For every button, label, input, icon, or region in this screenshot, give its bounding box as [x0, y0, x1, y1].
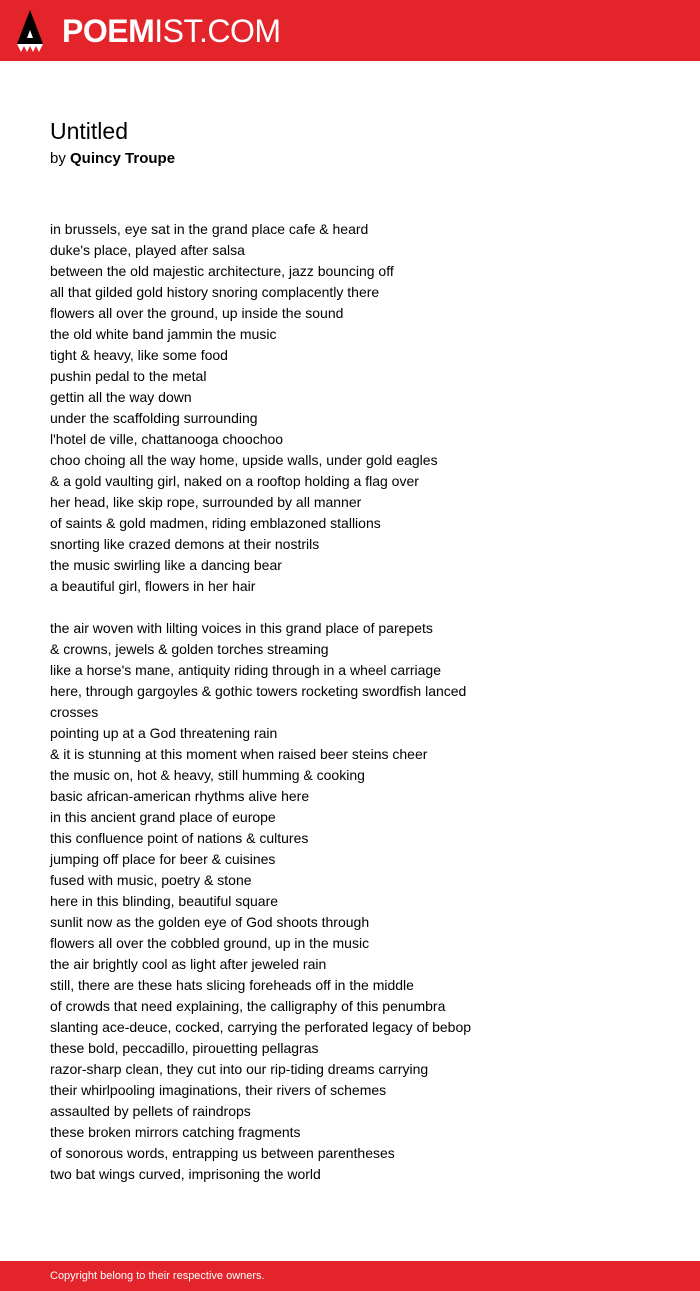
pen-nib-icon[interactable] — [17, 10, 43, 52]
poem-line: the air brightly cool as light after jeweled rain — [50, 956, 327, 972]
poem-line: pushin pedal to the metal — [50, 368, 207, 384]
poem-line: still, there are these hats slicing foreheads off in the middle — [50, 977, 414, 993]
poem-stanza — [50, 618, 650, 1185]
poem-line: snorting like crazed demons at their nostrils — [50, 536, 320, 552]
author-name: Quincy Troupe — [70, 150, 176, 167]
poem-line: these bold, peccadillo, pirouetting pellagras — [50, 1040, 319, 1056]
poem-line: tight & heavy, like some food — [50, 347, 228, 363]
poem-line: all that gilded gold history snoring complacently there — [50, 284, 380, 300]
poem-line: l'hotel de ville, chattanooga choochoo — [50, 431, 284, 447]
poem-line: of saints & gold madmen, riding emblazoned stallions — [50, 515, 381, 531]
poem-line: in brussels, eye sat in the grand place cafe & heard — [50, 221, 369, 237]
poem-line: choo choing all the way home, upside walls, under gold eagles — [50, 452, 438, 468]
poem-line: & it is stunning at this moment when raised beer steins cheer — [50, 746, 428, 762]
poem-line: in this ancient grand place of europe — [50, 809, 276, 825]
poem-line: & crowns, jewels & golden torches streaming — [50, 641, 329, 657]
poem-line: duke's place, played after salsa — [50, 242, 245, 258]
poem-title: Untitled — [50, 118, 128, 144]
poem-body — [50, 219, 650, 1206]
poem-line: this confluence point of nations & cultures — [50, 830, 309, 846]
poem-line: the music swirling like a dancing bear — [50, 557, 282, 573]
poem-line: flowers all over the ground, up inside the sound — [50, 305, 344, 321]
poem-stanza — [50, 219, 650, 597]
poem-line: like a horse's mane, antiquity riding through in a wheel carriage — [50, 662, 442, 678]
poem-line: of sonorous words, entrapping us between parentheses — [50, 1145, 395, 1161]
byline — [50, 149, 175, 169]
poem-line: under the scaffolding surrounding — [50, 410, 258, 426]
poem-line: assaulted by pellets of raindrops — [50, 1103, 251, 1119]
poem-line: flowers all over the cobbled ground, up in the music — [50, 935, 370, 951]
copyright-notice: Copyright belong to their respective owners. — [50, 1270, 265, 1282]
poem-line: fused with music, poetry & stone — [50, 872, 252, 888]
site-logo[interactable] — [62, 11, 281, 51]
poem-line: basic african-american rhythms alive here — [50, 788, 310, 804]
poem-line: & a gold vaulting girl, naked on a rooftop holding a flag over — [50, 473, 419, 489]
poem-line: gettin all the way down — [50, 389, 192, 405]
poem-line: crosses — [50, 704, 99, 720]
logo-text-light: IST.COM — [154, 13, 281, 49]
byline-prefix: by — [50, 150, 66, 167]
poem-line: their whirlpooling imaginations, their rivers of schemes — [50, 1082, 387, 1098]
site-footer — [0, 1261, 700, 1291]
poem-line: between the old majestic architecture, jazz bouncing off — [50, 263, 394, 279]
poem-line: sunlit now as the golden eye of God shoots through — [50, 914, 370, 930]
poem-line: the music on, hot & heavy, still humming & cooking — [50, 767, 365, 783]
site-header — [0, 0, 700, 61]
poem-line: the air woven with lilting voices in this grand place of parepets — [50, 620, 433, 636]
poem-line: razor-sharp clean, they cut into our rip-tiding dreams carrying — [50, 1061, 429, 1077]
poem-line: two bat wings curved, imprisoning the world — [50, 1166, 321, 1182]
poem-line: pointing up at a God threatening rain — [50, 725, 278, 741]
logo-text-bold: POEM — [62, 13, 155, 49]
poem-line: here, through gargoyles & gothic towers rocketing swordfish lanced — [50, 683, 467, 699]
poem-line: the old white band jammin the music — [50, 326, 277, 342]
poem-line: these broken mirrors catching fragments — [50, 1124, 301, 1140]
poem-line: jumping off place for beer & cuisines — [50, 851, 276, 867]
poem-line: slanting ace-deuce, cocked, carrying the perforated legacy of bebop — [50, 1019, 472, 1035]
poem-line: her head, like skip rope, surrounded by all manner — [50, 494, 362, 510]
poem-line: of crowds that need explaining, the calligraphy of this penumbra — [50, 998, 446, 1014]
poem-line: here in this blinding, beautiful square — [50, 893, 279, 909]
poem-line: a beautiful girl, flowers in her hair — [50, 578, 256, 594]
